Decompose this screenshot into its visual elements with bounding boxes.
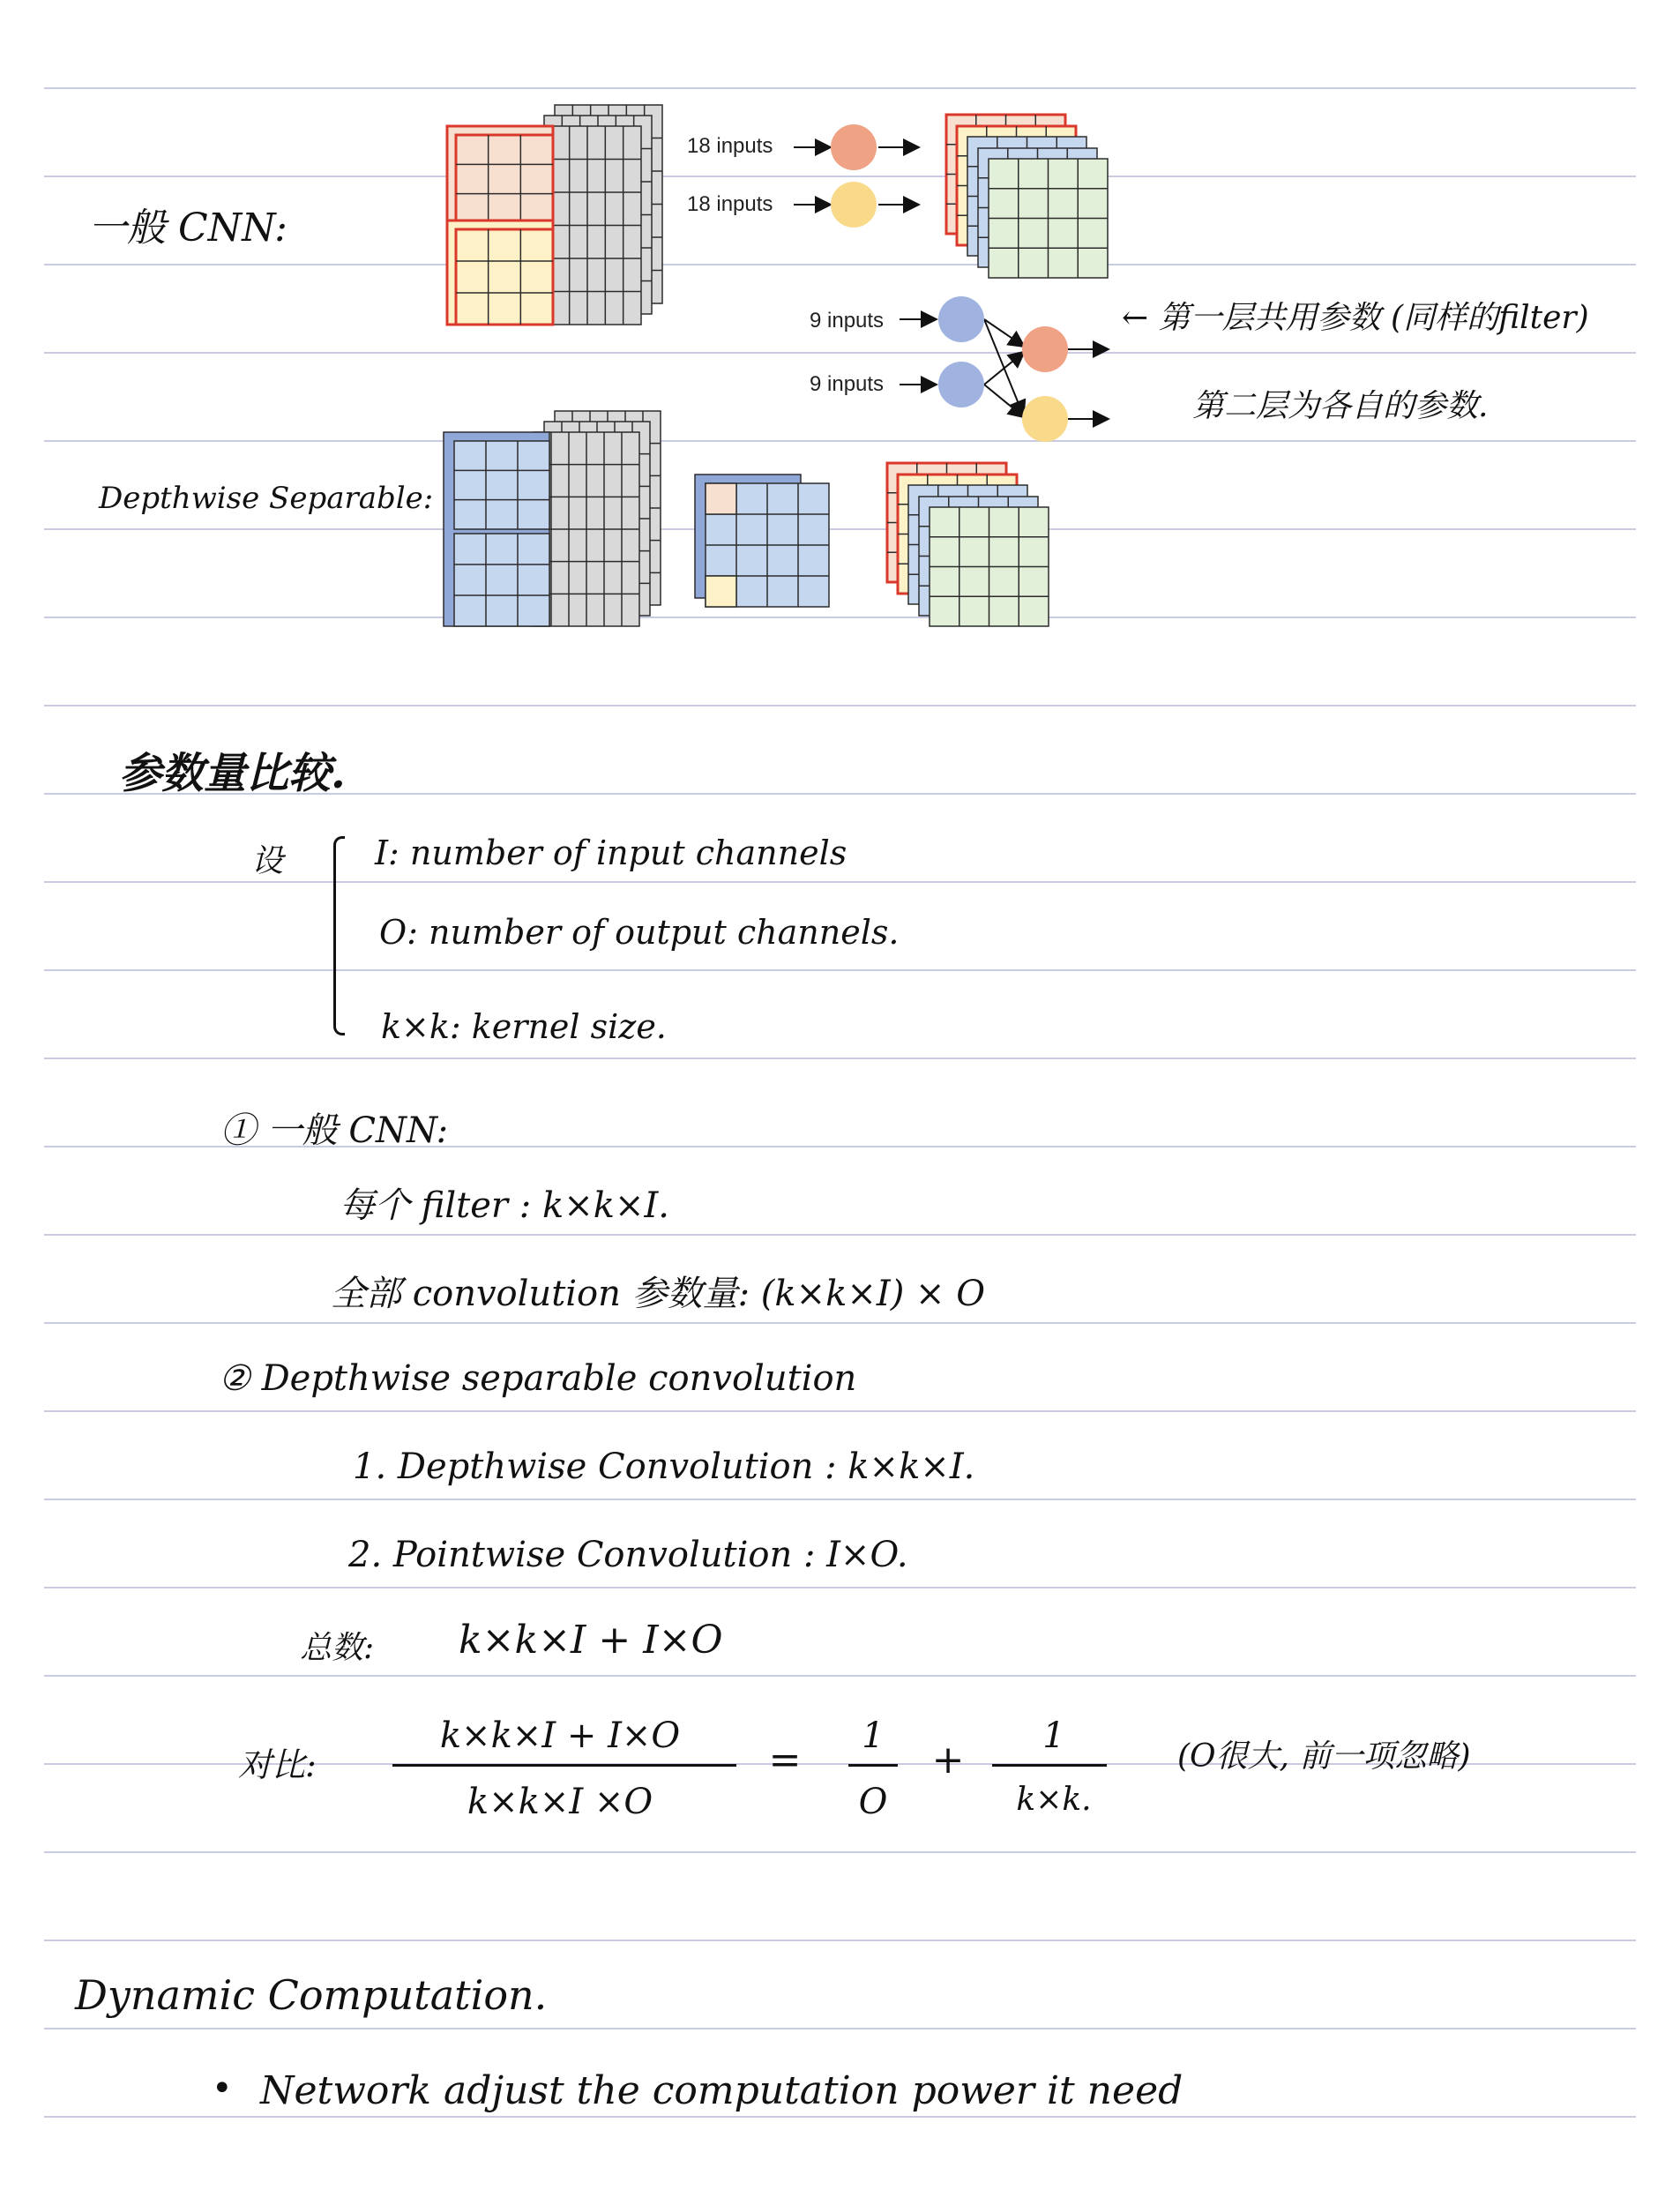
neuron-blue-a [938, 296, 984, 342]
fraction-bar-main [392, 1764, 736, 1767]
section-2-pointwise: 2. Pointwise Convolution : I×O. [348, 1535, 908, 1575]
section-2-total-label: 总数: [300, 1630, 375, 1666]
compare-label: 对比: [238, 1745, 317, 1784]
filter-yellow [456, 229, 553, 325]
annotation-line-1: ← 第一层共用参数 (同样的filter) [1122, 300, 1589, 336]
dw-filter-a [454, 441, 549, 529]
fraction-denominator-kk: k×k. [1016, 1782, 1092, 1818]
filter-yellow-face [456, 229, 553, 325]
neuron-orange-top [831, 124, 877, 170]
definition-output-channels: O: number of output channels. [379, 913, 900, 952]
definition-kernel-size: k×k: kernel size. [381, 1007, 667, 1046]
neuron-yellow-top [831, 182, 877, 228]
dw-filter-b [454, 534, 549, 626]
fraction-numerator: k×k×I + I×O [439, 1715, 681, 1756]
output-map-bottom-4 [930, 507, 1049, 626]
definitions-brace [333, 836, 345, 1035]
dw-filter-a-face [454, 441, 549, 529]
equals-sign: = [768, 1738, 802, 1783]
fraction-denominator: k×k×I ×O [467, 1782, 653, 1822]
cnn-label: 一般 CNN: [88, 206, 287, 250]
annotation-line-2: 第二层为各自的参数. [1192, 388, 1489, 424]
dw-filter-b-face [454, 534, 549, 626]
dynamic-computation-item: Network adjust the computation power it need [260, 2068, 1183, 2113]
neuron-yellow-bottom [1022, 396, 1068, 442]
neuron-blue-b [938, 362, 984, 407]
label-18-inputs-b: 18 inputs [687, 192, 773, 216]
output-map-top-4 [989, 159, 1108, 278]
section-1-heading: ① 一般 CNN: [220, 1110, 449, 1151]
section-2-depthwise: 1. Depthwise Convolution : k×k×I. [353, 1446, 975, 1487]
label-9-inputs-a: 9 inputs [810, 309, 885, 333]
bullet-marker: • [212, 2068, 233, 2109]
fraction-bar-o [848, 1764, 898, 1767]
section-1-total-params: 全部 convolution 参数量: (k×k×I) × O [331, 1274, 986, 1314]
dw-intermediate-yellow-cell [706, 576, 736, 607]
param-compare-title: 参数量比较. [119, 749, 346, 798]
fraction-bar-kk [992, 1764, 1107, 1767]
dw-intermediate-peach-cell [706, 483, 736, 514]
fraction-one-a: 1 [862, 1715, 885, 1756]
plus-sign: + [931, 1738, 965, 1783]
label-18-inputs-a: 18 inputs [687, 134, 773, 158]
arrow-blue-b-to-orange [984, 353, 1023, 385]
section-1-filter-params: 每个 filter : k×k×I. [340, 1185, 669, 1226]
depthwise-separable-label: Depthwise Separable: [99, 481, 434, 516]
label-9-inputs-b: 9 inputs [810, 372, 885, 396]
fraction-one-b: 1 [1042, 1715, 1065, 1756]
neuron-orange-bottom [1022, 326, 1068, 372]
definition-input-channels: I: number of input channels [375, 833, 847, 872]
fraction-denominator-o: O [858, 1782, 888, 1822]
filter-peach [456, 135, 553, 223]
compare-note: (O很大, 前一项忽略) [1177, 1738, 1471, 1775]
filter-peach-face [456, 135, 553, 223]
section-2-heading: ② Depthwise separable convolution [219, 1358, 857, 1399]
section-2-total: k×k×I + I×O [459, 1618, 723, 1663]
assume-label: 设 [251, 843, 284, 879]
dynamic-computation-title: Dynamic Computation. [75, 1971, 548, 2019]
